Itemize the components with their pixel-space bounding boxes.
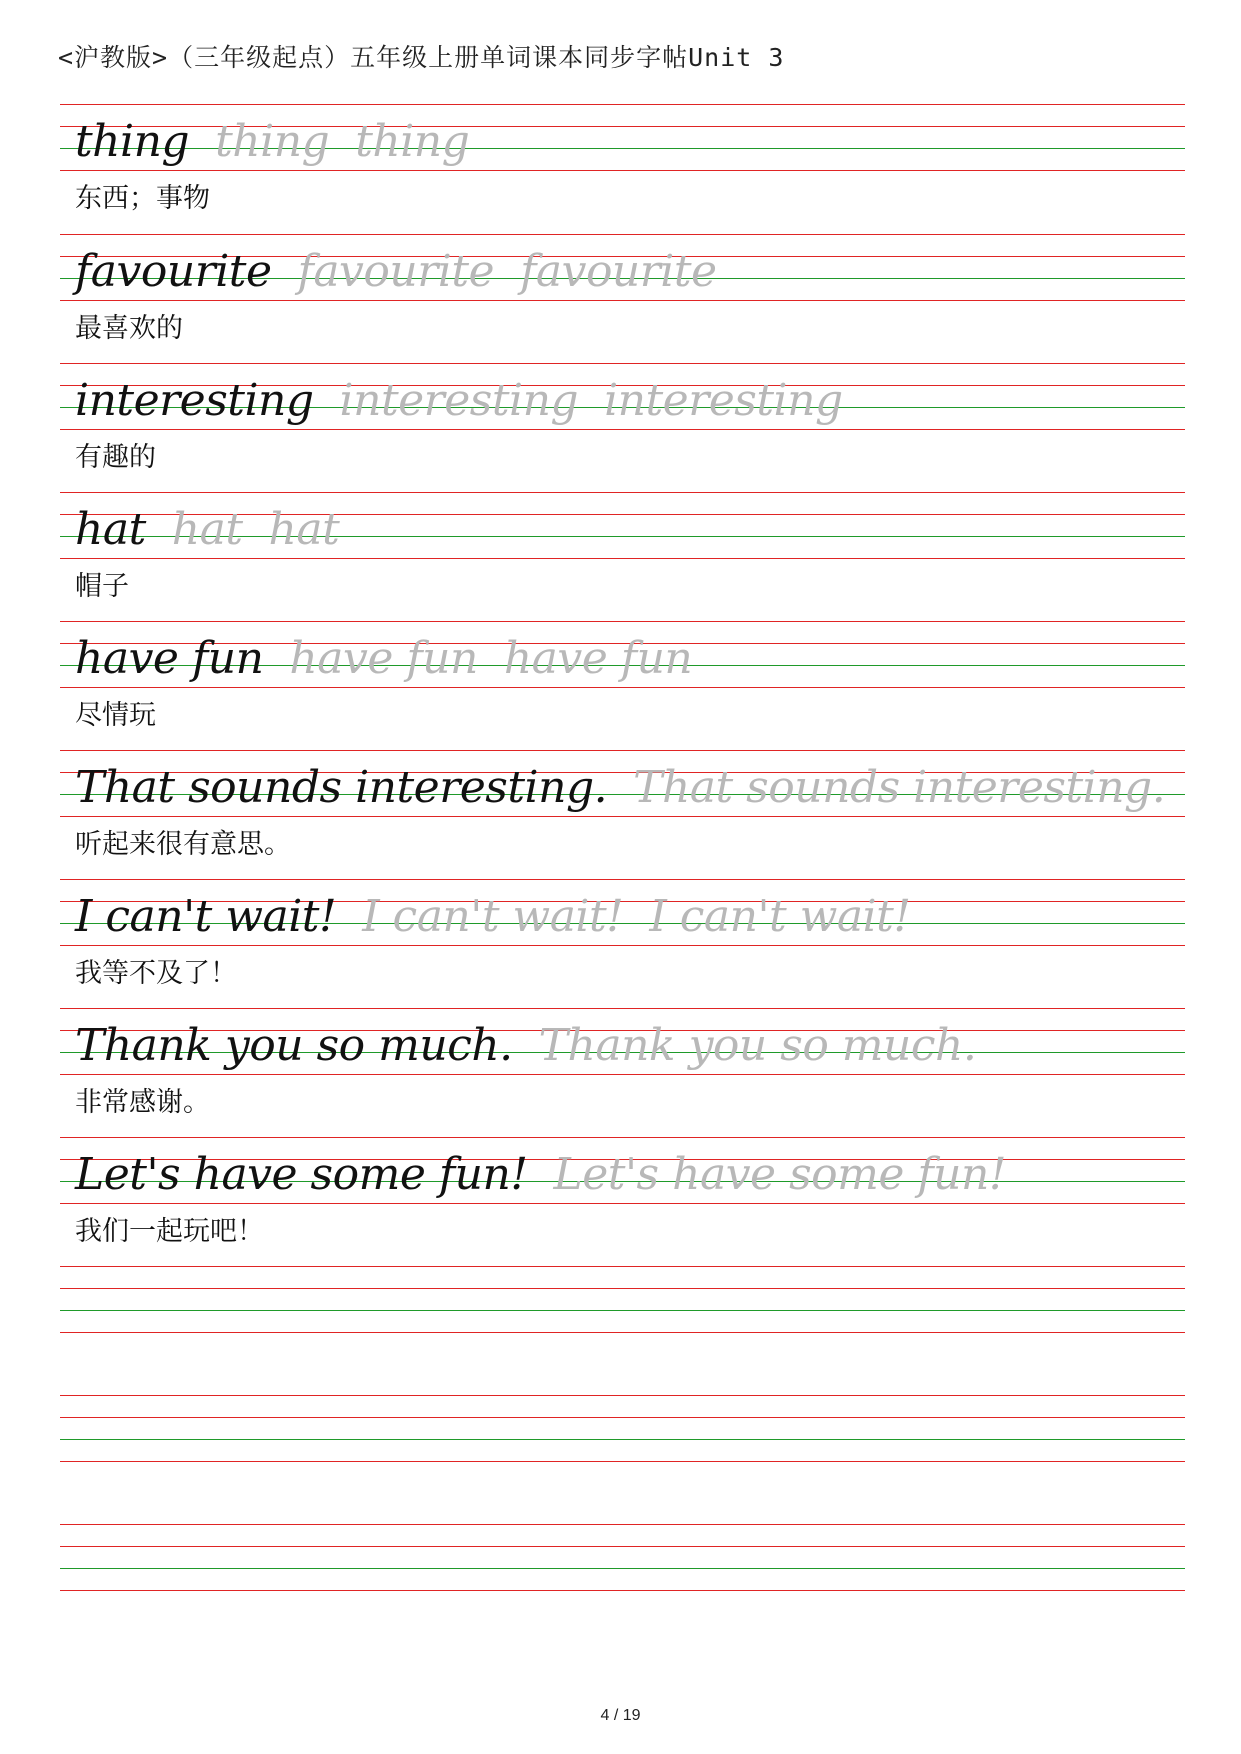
example-sentence: That sounds interesting. [75,762,608,813]
blank-practice-row [60,1395,1185,1465]
practice-entry-thing [60,104,1185,234]
guide-line-bottom [60,816,1185,817]
guide-line-top [60,1266,1185,1267]
trace-sentence: Let's have some fun! [553,1149,1007,1200]
practice-entry-hat [60,492,1185,622]
guide-line-upper [60,1417,1185,1418]
guide-line-bottom [60,429,1185,430]
page-header-title: <沪教版>（三年级起点）五年级上册单词课本同步字帖Unit 3 [58,43,785,72]
guide-line-bottom [60,1590,1185,1591]
chinese-meaning: 最喜欢的 [75,313,183,344]
practice-entry-i-cant-wait [60,879,1185,1009]
trace-sentence: I can't wait! [362,891,624,942]
guide-line-top [60,1524,1185,1525]
example-sentence: Let's have some fun! [75,1149,528,1200]
guide-line-top [60,621,1185,622]
guide-line-top [60,879,1185,880]
guide-line-top [60,363,1185,364]
practice-entry-lets-have-some-fun [60,1137,1185,1267]
page-number: 4 / 19 [600,1707,641,1724]
blank-practice-row [60,1266,1185,1336]
guide-line-upper [60,1546,1185,1547]
practice-entry-that-sounds-interesting [60,750,1185,880]
guide-line-bottom [60,1461,1185,1462]
trace-word: hat [171,504,243,555]
word-row [75,244,717,300]
practice-entry-interesting [60,363,1185,493]
guide-line-top [60,104,1185,105]
trace-word: have fun [289,633,478,684]
guide-line-bottom [60,558,1185,559]
trace-word: thing [355,116,470,167]
example-sentence: Thank you so much. [75,1020,513,1071]
word-row [75,1147,1006,1203]
word-row [75,502,339,558]
chinese-meaning: 我等不及了！ [75,958,237,989]
guide-line-bottom [60,170,1185,171]
guide-line-bottom [60,687,1185,688]
chinese-meaning: 非常感谢。 [75,1087,210,1118]
example-word: have fun [75,633,264,684]
example-word: thing [75,116,190,167]
guide-line-baseline [60,1310,1185,1311]
trace-word: interesting [604,375,843,426]
word-row [75,373,843,429]
trace-word: thing [215,116,330,167]
guide-line-top [60,1395,1185,1396]
word-row [75,114,469,170]
guide-line-baseline [60,1568,1185,1569]
guide-line-upper [60,1288,1185,1289]
example-word: favourite [75,246,272,297]
example-word: interesting [75,375,314,426]
word-row [75,631,692,687]
trace-word: favourite [520,246,717,297]
practice-entry-favourite [60,234,1185,364]
guide-line-top [60,234,1185,235]
guide-line-bottom [60,300,1185,301]
chinese-meaning: 东西；事物 [75,183,210,214]
trace-sentence: I can't wait! [649,891,911,942]
guide-line-top [60,1008,1185,1009]
trace-sentence: Thank you so much. [538,1020,977,1071]
word-row [75,1018,976,1074]
trace-word: have fun [503,633,693,684]
chinese-meaning: 我们一起玩吧！ [75,1216,264,1247]
blank-practice-row [60,1524,1185,1594]
guide-line-bottom [60,1074,1185,1075]
example-word: hat [75,504,146,555]
word-row [75,889,911,945]
practice-entry-thank-you-so-much [60,1008,1185,1138]
guide-line-top [60,750,1185,751]
guide-line-baseline [60,1439,1185,1440]
guide-line-bottom [60,945,1185,946]
chinese-meaning: 帽子 [75,571,129,602]
guide-line-top [60,492,1185,493]
chinese-meaning: 有趣的 [75,442,156,473]
word-row [75,760,1165,816]
guide-line-bottom [60,1332,1185,1333]
chinese-meaning: 听起来很有意思。 [75,829,291,860]
trace-sentence: That sounds interesting. [633,762,1166,813]
guide-line-top [60,1137,1185,1138]
practice-entry-have-fun [60,621,1185,751]
example-sentence: I can't wait! [75,891,337,942]
trace-word: interesting [339,375,579,426]
chinese-meaning: 尽情玩 [75,700,156,731]
trace-word: favourite [297,246,495,297]
trace-word: hat [268,504,340,555]
guide-line-bottom [60,1203,1185,1204]
